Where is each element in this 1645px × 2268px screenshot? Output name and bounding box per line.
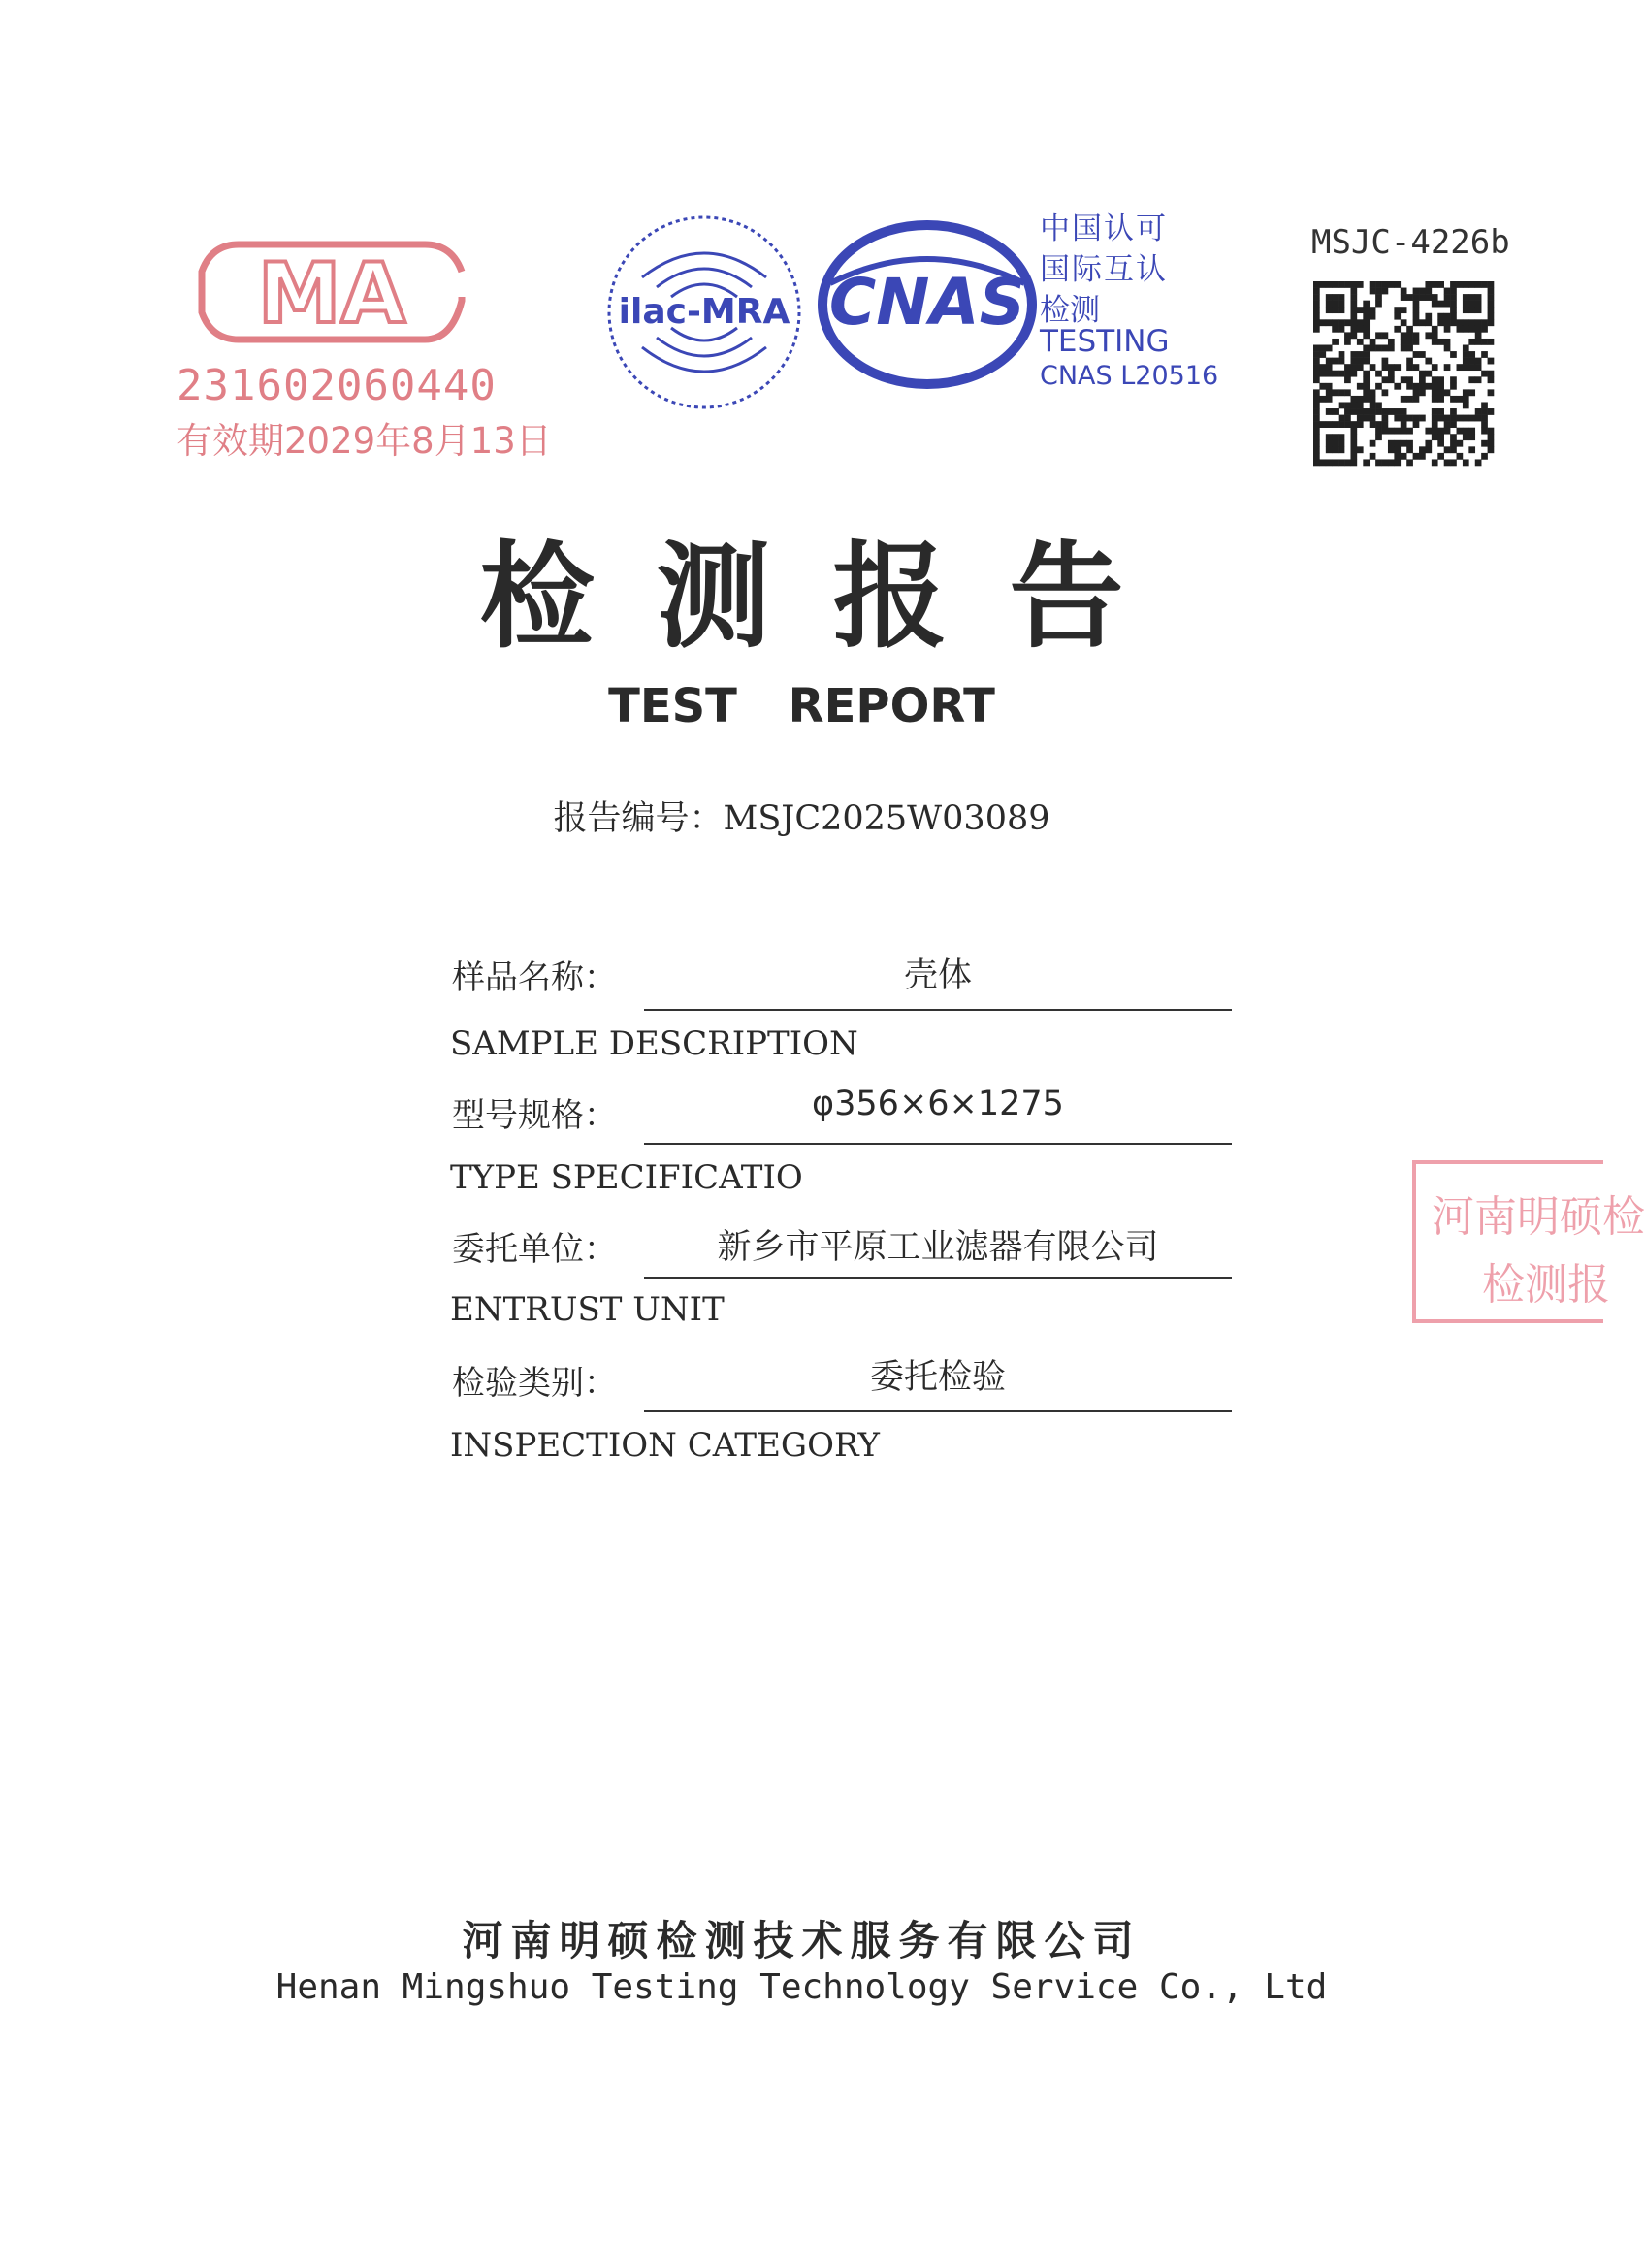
company-name-en: Henan Mingshuo Testing Technology Service Co., Ltd (275, 1967, 1328, 2007)
qr-code-icon[interactable] (1313, 281, 1494, 466)
report-number: 报告编号：MSJC2025W03089 (553, 799, 1050, 838)
ilac-text: ilac-MRA (618, 292, 790, 332)
type-spec-value: φ356×6×1275 (812, 1085, 1064, 1123)
cma-number: 231602060440 (177, 361, 497, 410)
type-spec-label-en: TYPE SPECIFICATIO (450, 1158, 803, 1197)
entrust-unit-label: 委托单位： (452, 1230, 617, 1269)
entrust-unit-label-en: ENTRUST UNIT (450, 1290, 725, 1329)
stamp-line-2: 检测报 (1482, 1260, 1610, 1310)
cma-valid-date: 有效期2029年8月13日 (177, 420, 552, 462)
inspection-category-underline (644, 1410, 1232, 1412)
cnas-line-2: 国际互认 (1040, 252, 1168, 287)
cnas-line-1: 中国认可 (1040, 211, 1168, 246)
inspection-category-label: 检验类别： (452, 1364, 617, 1403)
sample-name-label-en: SAMPLE DESCRIPTION (450, 1024, 858, 1063)
inspection-category-value: 委托检验 (869, 1358, 1006, 1397)
ilac-mra-logo (603, 210, 805, 415)
cnas-logo-text: CNAS (828, 265, 1026, 340)
sample-name-value: 壳体 (903, 956, 972, 995)
inspection-category-label-en: INSPECTION CATEGORY (450, 1426, 880, 1465)
cnas-line-5: CNAS L20516 (1040, 361, 1219, 391)
cnas-line-3: 检测 (1040, 293, 1100, 328)
page-title: 检测报告 (479, 530, 1186, 664)
entrust-unit-underline (644, 1277, 1232, 1279)
cma-mark-text: MA (257, 245, 406, 342)
page-title-en: TEST REPORT (608, 679, 995, 733)
cnas-line-4: TESTING (1040, 324, 1170, 359)
sample-name-label: 样品名称： (452, 958, 617, 997)
type-spec-underline (644, 1143, 1232, 1145)
cnas-logo (811, 215, 1044, 394)
sample-name-underline (644, 1009, 1232, 1011)
type-spec-label: 型号规格： (452, 1096, 617, 1135)
stamp-line-1: 河南明硕检 (1432, 1192, 1645, 1242)
entrust-unit-value: 新乡市平原工业滤器有限公司 (717, 1228, 1159, 1267)
document-code: MSJC-4226b (1311, 223, 1510, 262)
company-name-cn: 河南明硕检测技术服务有限公司 (462, 1917, 1142, 1964)
official-stamp (1412, 1160, 1645, 1323)
